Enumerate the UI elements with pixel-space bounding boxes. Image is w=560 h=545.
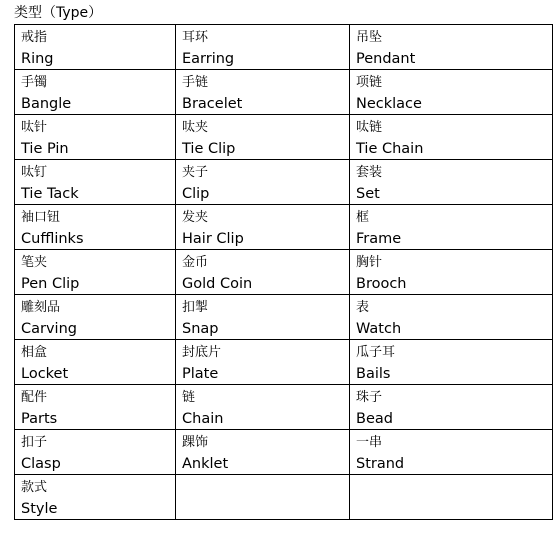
cell-english-term: Ring — [21, 51, 54, 67]
table-cell — [350, 115, 553, 160]
table-cell — [350, 340, 553, 385]
table-cell — [176, 205, 350, 250]
cell-chinese-term: 项链 — [356, 75, 383, 90]
cell-english-term: Bangle — [21, 96, 72, 112]
cell-chinese-term: 雕刻品 — [21, 300, 61, 315]
cell-chinese-term: 表 — [356, 300, 370, 315]
cell-chinese-term: 一串 — [356, 435, 383, 450]
table-cell-empty — [350, 475, 553, 520]
table-row — [15, 115, 553, 160]
cell-english-term: Brooch — [356, 276, 407, 292]
table-cell — [15, 160, 176, 205]
cell-english-term: Tie Tack — [21, 186, 79, 202]
table-cell — [15, 115, 176, 160]
table-cell — [176, 295, 350, 340]
cell-english-term: Carving — [21, 321, 77, 337]
cell-english-term: Tie Pin — [21, 141, 69, 157]
cell-chinese-term: 夹子 — [182, 165, 209, 180]
table-cell — [15, 250, 176, 295]
table-row — [15, 250, 553, 295]
cell-chinese-term: 瓜子耳 — [356, 345, 396, 360]
cell-english-term: Snap — [182, 321, 219, 337]
table-row — [15, 160, 553, 205]
table-row — [15, 205, 553, 250]
cell-english-term: Tie Chain — [356, 141, 424, 157]
table-cell — [176, 250, 350, 295]
cell-chinese-term: 戒指 — [21, 30, 48, 45]
cell-english-term: Frame — [356, 231, 402, 247]
cell-english-term: Bracelet — [182, 96, 243, 112]
cell-chinese-term: 封底片 — [182, 345, 222, 360]
table-cell — [176, 160, 350, 205]
cell-english-term: Strand — [356, 456, 405, 472]
cell-chinese-term: 呔链 — [356, 120, 383, 135]
cell-chinese-term: 胸针 — [356, 255, 383, 270]
cell-english-term: Pendant — [356, 51, 416, 67]
table-cell — [15, 295, 176, 340]
cell-english-term: Anklet — [182, 456, 229, 472]
cell-english-term: Clasp — [21, 456, 61, 472]
table-cell — [15, 385, 176, 430]
type-table-body — [15, 25, 553, 520]
table-cell — [176, 430, 350, 475]
table-cell — [350, 205, 553, 250]
table-row — [15, 475, 553, 520]
cell-english-term: Parts — [21, 411, 58, 427]
cell-chinese-term: 扣子 — [21, 435, 48, 450]
cell-chinese-term: 笔夹 — [21, 255, 48, 270]
table-cell — [176, 385, 350, 430]
table-row — [15, 70, 553, 115]
cell-english-term: Hair Clip — [182, 231, 244, 247]
table-cell — [176, 25, 350, 70]
table-cell — [350, 250, 553, 295]
table-cell — [350, 295, 553, 340]
cell-english-term: Set — [356, 186, 380, 202]
cell-english-term: Earring — [182, 51, 235, 67]
cell-chinese-term: 配件 — [21, 390, 48, 405]
cell-english-term: Style — [21, 501, 58, 517]
table-row — [15, 295, 553, 340]
cell-chinese-term: 袖口钮 — [21, 210, 61, 225]
table-cell — [15, 475, 176, 520]
cell-chinese-term: 珠子 — [356, 390, 383, 405]
cell-english-term: Gold Coin — [182, 276, 253, 292]
page-title: 类型（Type） — [14, 5, 103, 21]
cell-english-term: Bails — [356, 366, 391, 382]
cell-chinese-term: 金币 — [182, 255, 209, 270]
table-cell — [176, 115, 350, 160]
cell-chinese-term: 链 — [182, 390, 196, 405]
table-cell — [15, 205, 176, 250]
cell-chinese-term: 扣掣 — [182, 300, 209, 315]
table-cell — [15, 430, 176, 475]
table-row — [15, 385, 553, 430]
cell-english-term: Chain — [182, 411, 224, 427]
cell-english-term: Watch — [356, 321, 402, 337]
cell-chinese-term: 手镯 — [21, 75, 48, 90]
cell-chinese-term: 款式 — [21, 480, 48, 495]
table-cell — [350, 70, 553, 115]
cell-chinese-term: 呔夹 — [182, 120, 209, 135]
cell-chinese-term: 套装 — [356, 165, 383, 180]
cell-english-term: Necklace — [356, 96, 422, 112]
cell-english-term: Plate — [182, 366, 219, 382]
cell-chinese-term: 相盒 — [21, 345, 48, 360]
cell-english-term: Pen Clip — [21, 276, 80, 292]
type-table — [14, 24, 553, 520]
table-cell — [350, 25, 553, 70]
table-row — [15, 340, 553, 385]
cell-chinese-term: 呔钉 — [21, 165, 48, 180]
table-cell — [350, 385, 553, 430]
cell-english-term: Locket — [21, 366, 69, 382]
cell-chinese-term: 耳环 — [182, 30, 209, 45]
cell-english-term: Cufflinks — [21, 231, 84, 247]
cell-english-term: Tie Clip — [182, 141, 236, 157]
table-cell-empty — [176, 475, 350, 520]
table-cell — [15, 25, 176, 70]
cell-chinese-term: 踝饰 — [182, 435, 209, 450]
cell-chinese-term: 发夹 — [182, 210, 209, 225]
cell-chinese-term: 框 — [356, 210, 370, 225]
cell-english-term: Bead — [356, 411, 393, 427]
table-cell — [176, 340, 350, 385]
cell-chinese-term: 呔针 — [21, 120, 48, 135]
table-cell — [350, 430, 553, 475]
cell-chinese-term: 吊坠 — [356, 30, 383, 45]
cell-chinese-term: 手链 — [182, 75, 209, 90]
table-row — [15, 430, 553, 475]
table-cell — [350, 160, 553, 205]
table-cell — [15, 340, 176, 385]
table-cell — [176, 70, 350, 115]
cell-english-term: Clip — [182, 186, 210, 202]
table-cell — [15, 70, 176, 115]
table-row — [15, 25, 553, 70]
